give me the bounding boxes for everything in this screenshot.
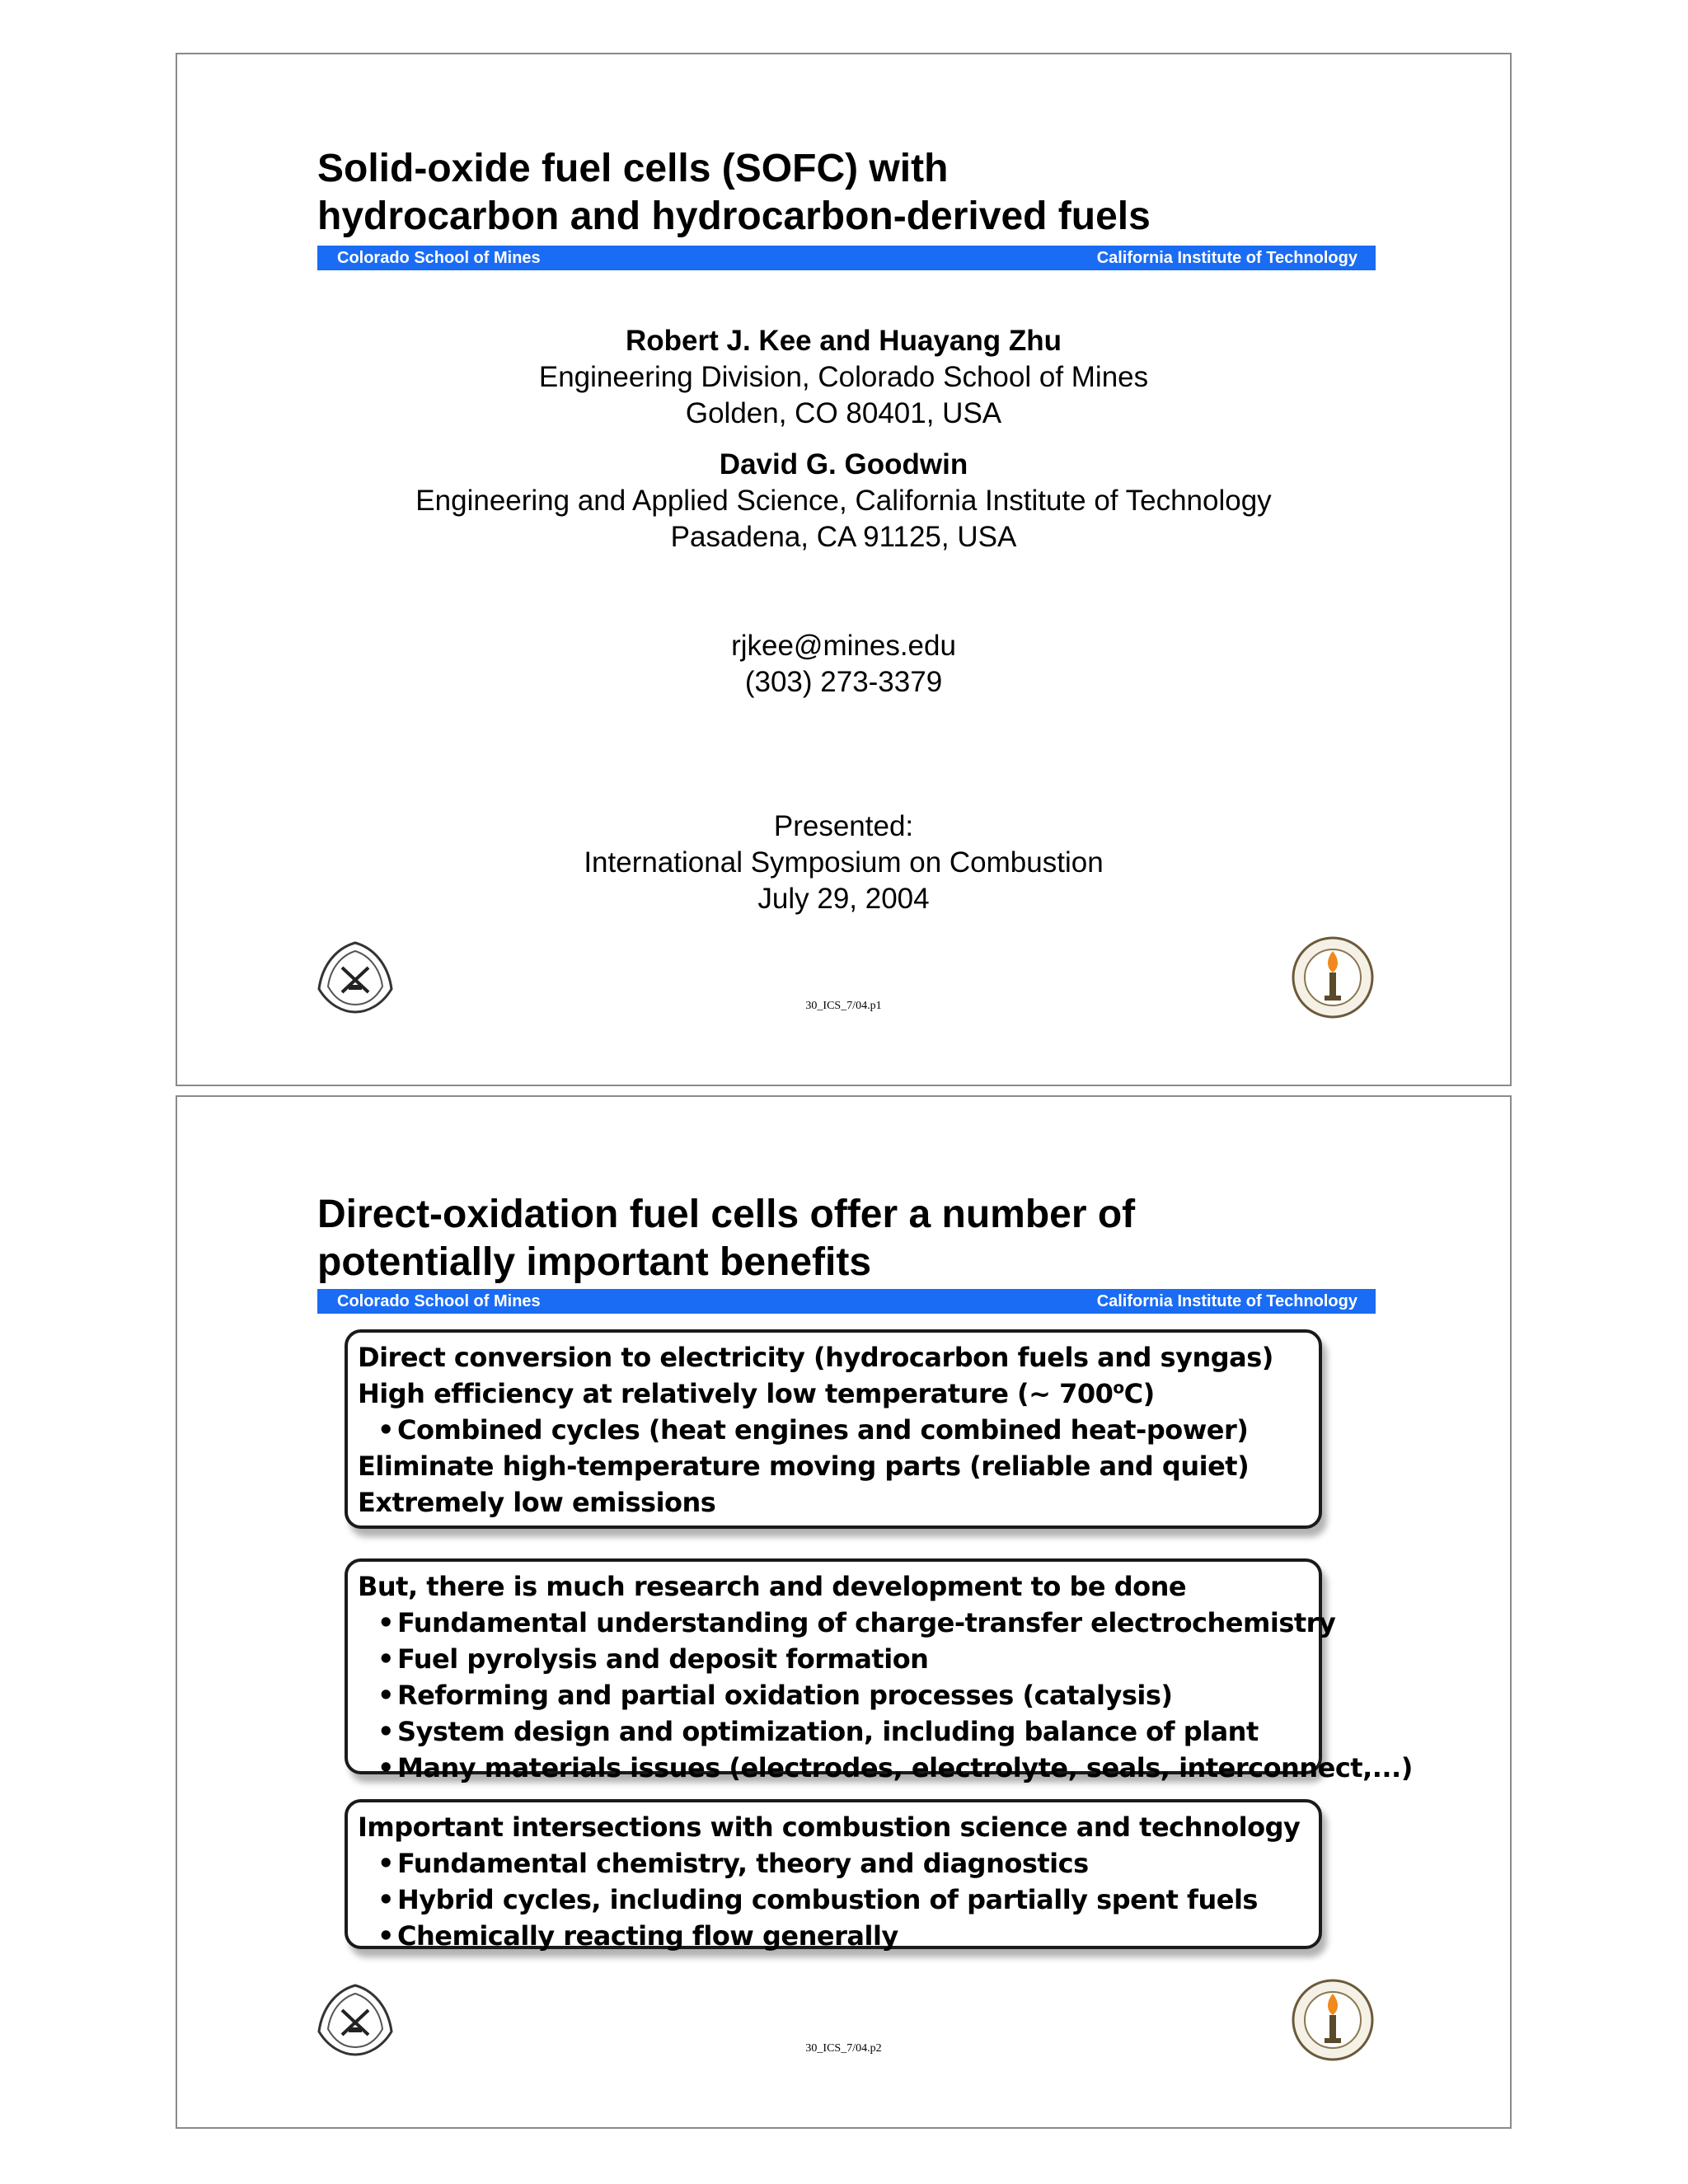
author-block-2 <box>177 447 1510 555</box>
banner-left-institution: Colorado School of Mines <box>337 249 541 267</box>
contact-phone: (303) 273-3379 <box>744 666 943 698</box>
title-line-2: hydrocarbon and hydrocarbon-derived fuels <box>317 194 1151 238</box>
research-item: • System design and optimization, including balance of plant <box>358 1713 1309 1750</box>
benefit-no-moving-parts: Eliminate high-temperature moving parts (reliable and quiet) <box>358 1451 1250 1482</box>
banner-right-institution: California Institute of Technology <box>1096 1292 1357 1310</box>
intersection-item: • Chemically reacting flow generally <box>358 1918 1309 1954</box>
institution-banner <box>317 1289 1376 1314</box>
title-line-1: Direct-oxidation fuel cells offer a number of <box>317 1193 1136 1236</box>
slide-footer-code: 30_ICS_7/04.p1 <box>805 1000 882 1012</box>
benefit-low-emissions: Extremely low emissions <box>358 1487 716 1518</box>
affiliation-2-line-1: Engineering and Applied Science, California Institute of Technology <box>415 485 1272 517</box>
research-item: • Fundamental understanding of charge-transfer electrochemistry <box>358 1605 1309 1641</box>
author-block-1 <box>177 323 1510 432</box>
benefit-direct-conversion: Direct conversion to electricity (hydrocarbon fuels and syngas) <box>358 1342 1273 1373</box>
benefit-high-efficiency: High efficiency at relatively low temperature (~ 700$^o$C) <box>358 1377 1155 1409</box>
slide-1 <box>176 53 1512 1086</box>
intersection-item: • Fundamental chemistry, theory and diagnostics <box>358 1845 1309 1882</box>
benefits-box <box>345 1329 1322 1529</box>
title-line-2: potentially important benefits <box>317 1240 872 1284</box>
research-heading: But, there is much research and development to be done <box>358 1571 1187 1602</box>
slide-title <box>317 1191 1389 1286</box>
contact-email: rjkee@mines.edu <box>731 630 956 662</box>
benefit-combined-cycles: • Combined cycles (heat engines and combined heat-power) <box>358 1412 1309 1448</box>
banner-right-institution: California Institute of Technology <box>1096 249 1357 267</box>
institution-banner <box>317 246 1376 270</box>
presented-label: Presented: <box>773 810 914 842</box>
presentation-venue: International Symposium on Combustion <box>584 846 1104 879</box>
slide-title <box>317 145 1389 241</box>
authors-primary: Robert J. Kee and Huayang Zhu <box>626 325 1062 357</box>
research-item: • Fuel pyrolysis and deposit formation <box>358 1641 1309 1677</box>
affiliation-1-line-1: Engineering Division, Colorado School of Mines <box>538 361 1149 393</box>
research-needs-box <box>345 1558 1413 1783</box>
authors-secondary: David G. Goodwin <box>719 448 968 480</box>
title-line-1: Solid-oxide fuel cells (SOFC) with <box>317 147 949 190</box>
contact-block <box>177 628 1510 701</box>
affiliation-2-line-2: Pasadena, CA 91125, USA <box>670 521 1017 553</box>
intersection-item: • Hybrid cycles, including combustion of partially spent fuels <box>358 1882 1309 1918</box>
presentation-date: July 29, 2004 <box>757 883 930 915</box>
research-item: • Many materials issues (electrodes, electrolyte, seals, interconnect,...) <box>358 1750 1309 1786</box>
banner-left-institution: Colorado School of Mines <box>337 1292 541 1310</box>
slide-2 <box>176 1095 1512 2129</box>
combustion-intersections-box <box>345 1799 1322 1952</box>
research-item: • Reforming and partial oxidation processes (catalysis) <box>358 1677 1309 1713</box>
intersections-heading: Important intersections with combustion science and technology <box>358 1811 1301 1843</box>
affiliation-1-line-2: Golden, CO 80401, USA <box>685 397 1002 429</box>
slide-footer-code: 30_ICS_7/04.p2 <box>805 2042 882 2055</box>
presentation-block <box>177 808 1510 917</box>
